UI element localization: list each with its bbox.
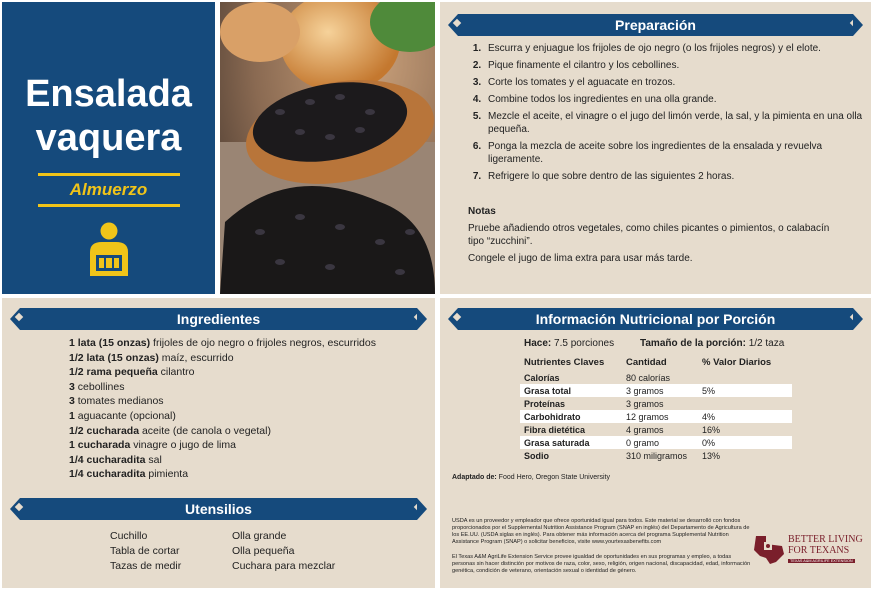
banner-dot-right xyxy=(414,503,422,511)
banner-dot-right xyxy=(850,313,858,321)
dv-cell: 13% xyxy=(698,449,792,462)
beans-illustration xyxy=(220,2,435,294)
ingredient-name: frijoles de ojo negro o frijoles negros, escurridos xyxy=(150,337,376,349)
ingredients-panel xyxy=(2,298,435,588)
nutrient-cell: Grasa saturada xyxy=(520,436,622,449)
nutrient-cell: Proteínas xyxy=(520,397,622,410)
dv-cell: 4% xyxy=(698,410,792,423)
logo-line-2: FOR TEXANS xyxy=(788,545,850,556)
dv-cell xyxy=(698,397,792,410)
utensils-col-2 xyxy=(232,529,335,574)
table-row xyxy=(520,410,792,423)
table-row xyxy=(520,449,792,462)
rule-bottom xyxy=(38,204,180,207)
dv-cell: 16% xyxy=(698,423,792,436)
ingredient-qty: 1/4 cucharadita xyxy=(69,468,146,481)
black-beans-photo xyxy=(220,2,435,294)
amount-cell: 4 gramos xyxy=(622,423,698,436)
logo-line-1: BETTER LIVING xyxy=(788,534,863,545)
lunch-person-icon xyxy=(84,222,134,278)
table-row xyxy=(520,384,792,397)
better-living-logo xyxy=(752,530,864,570)
table-row xyxy=(520,436,792,449)
step-item: 6. Ponga la mezcla de aceite sobre los ingredientes de la ensalada y revuelva ligeramente. xyxy=(484,140,874,166)
nutrient-cell: Fibra dietética xyxy=(520,423,622,436)
banner-dot-left xyxy=(15,503,23,511)
title-card xyxy=(2,2,215,294)
ingredient-qty: 1/2 rama pequeña xyxy=(69,366,158,379)
ingredient-name: sal xyxy=(145,453,162,466)
preparation-panel xyxy=(440,2,871,294)
preparation-heading: Preparación xyxy=(615,17,696,33)
ingredient-item xyxy=(69,380,376,395)
step-item: 1. Escurra y enjuague los frijoles de ojo negro (o los frijoles negros) y el elote. xyxy=(484,42,874,55)
utensils-col-1 xyxy=(110,529,181,574)
utensil-item: Cuchara para mezclar xyxy=(232,560,336,572)
ingredient-name: cilantro xyxy=(157,366,195,379)
dv-cell: 0% xyxy=(698,436,792,449)
step-item: 3. Corte los tomates y el aguacate en trozos. xyxy=(484,76,874,89)
banner-dot-right xyxy=(414,313,422,321)
title-line-2: vaquera xyxy=(35,117,182,159)
ingredient-qty: 1 xyxy=(69,409,75,422)
step-item: 4. Combine todos los ingredientes en una olla grande. xyxy=(484,93,874,106)
title-line-1: Ensalada xyxy=(25,73,192,115)
recipe-title xyxy=(2,72,215,160)
servings-value: 7.5 porciones xyxy=(551,338,615,349)
serving-size-value: 1/2 taza xyxy=(745,338,785,349)
adapted-from xyxy=(452,474,610,481)
note-item: Congele el jugo de lima extra para usar más tarde. xyxy=(468,253,693,264)
utensils-banner xyxy=(20,498,417,520)
column-header: Nutrientes Claves xyxy=(524,357,605,368)
nutrient-cell: Carbohidrato xyxy=(520,410,622,423)
ingredient-item xyxy=(69,409,376,424)
preparation-banner xyxy=(458,14,853,36)
amount-cell: 0 gramo xyxy=(622,436,698,449)
preparation-steps xyxy=(468,42,874,187)
serving-size xyxy=(640,338,784,349)
nutrition-banner xyxy=(458,308,853,330)
banner-dot-right xyxy=(850,19,858,27)
nutrition-heading: Información Nutricional por Porción xyxy=(535,311,776,327)
ingredient-name: aceite (de canola o vegetal) xyxy=(139,424,271,437)
ingredient-item xyxy=(69,336,376,351)
ingredient-item xyxy=(69,351,376,366)
agrilife-disclaimer: El Texas A&M AgriLife Extension Service provee igualdad de oportunidades en sus programas y empleo, a todas personas sin hacer distinción por motivos de raza, color, sexo, religión, origen nacional, discapacidad, edad, información genética, condición de veterano, orientación sexual o identidad de género. xyxy=(452,554,751,574)
nutrient-cell: Calorías xyxy=(520,371,622,384)
column-header: % Valor Diarios xyxy=(702,357,772,368)
dv-cell xyxy=(698,371,792,384)
banner-dot-left xyxy=(15,313,23,321)
ingredient-item xyxy=(69,394,376,409)
banner-dot-left xyxy=(453,313,461,321)
servings-made xyxy=(524,338,614,349)
nutrient-cell: Grasa total xyxy=(520,384,622,397)
servings-label: Hace: xyxy=(524,338,552,349)
ingredient-list xyxy=(69,336,376,482)
notes-heading: Notas xyxy=(468,206,496,217)
utensil-item: Tazas de medir xyxy=(110,560,182,572)
nutrition-panel xyxy=(440,298,871,588)
utensil-item: Olla grande xyxy=(232,530,287,542)
amount-cell: 3 gramos xyxy=(622,397,698,410)
banner-dot-left xyxy=(453,19,461,27)
table-header-row xyxy=(520,354,792,371)
step-item: 5. Mezcle el aceite, el vinagre o el jugo del limón verde, la sal, y la pimienta en una olla pequeña. xyxy=(484,110,874,136)
ingredient-name: tomates medianos xyxy=(74,395,164,408)
column-header: Cantidad xyxy=(626,357,667,368)
serving-size-label: Tamaño de la porción: xyxy=(640,338,746,349)
utensil-item: Cuchillo xyxy=(110,530,148,542)
ingredient-qty: 1 cucharada xyxy=(69,439,131,452)
ingredient-item xyxy=(69,438,376,453)
note-item: Pruebe añadiendo otros vegetales, como chiles picantes o pimientos, o calabacín tipo “zucchini”. xyxy=(468,223,830,247)
rule-top xyxy=(38,173,180,176)
nutrient-cell: Sodio xyxy=(520,449,622,462)
ingredients-heading: Ingredientes xyxy=(176,311,261,327)
amount-cell: 3 gramos xyxy=(622,384,698,397)
texas-state-logo-icon xyxy=(752,532,786,566)
ingredients-banner xyxy=(20,308,417,330)
ingredient-name: vinagre o jugo de lima xyxy=(130,439,236,452)
amount-cell: 12 gramos xyxy=(622,410,698,423)
adapted-value: Food Hero, Oregon State University xyxy=(496,474,610,481)
table-row xyxy=(520,371,792,384)
ingredient-qty: 1/2 lata (15 onzas) xyxy=(69,351,159,364)
step-item: 7. Refrigere lo que sobre dentro de las siguientes 2 horas. xyxy=(484,170,874,183)
amount-cell: 310 miligramos xyxy=(622,449,698,462)
dv-cell: 5% xyxy=(698,384,792,397)
ingredient-name: maíz, escurrido xyxy=(158,351,234,364)
table-row xyxy=(520,397,792,410)
table-row xyxy=(520,423,792,436)
ingredient-item xyxy=(69,365,376,380)
ingredient-qty: 1/4 cucharadita xyxy=(69,453,146,466)
ingredient-name: pimienta xyxy=(145,468,189,481)
usda-disclaimer: USDA es un proveedor y empleador que ofrece oportunidad igual para todos. Este material se desarrolló con fondos proporcionados por el Supplemental Nutrition Assistance Program (SNAP en inglés) del Departamento de Agricultura de los EE.UU. (USDA siglas en inglés). Para obtener más información acerca del programa Supplemental Nutrition Assistance Program (SNAP) o solicitar beneficios, visite www.yourtexasbenefits.com xyxy=(452,518,750,545)
ingredient-name: aguacante (opcional) xyxy=(74,409,176,422)
utensil-item: Olla pequeña xyxy=(232,545,295,557)
amount-cell: 80 calorías xyxy=(622,371,698,384)
ingredient-qty: 1/2 cucharada xyxy=(69,424,140,437)
meal-type: Almuerzo xyxy=(69,180,148,199)
adapted-label: Adaptado de: xyxy=(452,474,497,481)
logo-line-3: TEXAS A&M AGRILIFE EXTENSION xyxy=(790,559,853,563)
ingredient-item xyxy=(69,424,376,439)
ingredient-item xyxy=(69,467,376,482)
ingredient-item xyxy=(69,453,376,468)
ingredient-qty: 3 xyxy=(69,380,75,393)
utensils-heading: Utensilios xyxy=(185,501,252,517)
ingredient-qty: 1 lata (15 onzas) xyxy=(69,337,151,349)
ingredient-name: cebollines xyxy=(74,380,125,393)
step-item: 2. Pique finamente el cilantro y los cebollines. xyxy=(484,59,874,72)
nutrition-table xyxy=(520,354,792,462)
ingredient-qty: 3 xyxy=(69,395,75,408)
utensil-item: Tabla de cortar xyxy=(110,545,180,557)
